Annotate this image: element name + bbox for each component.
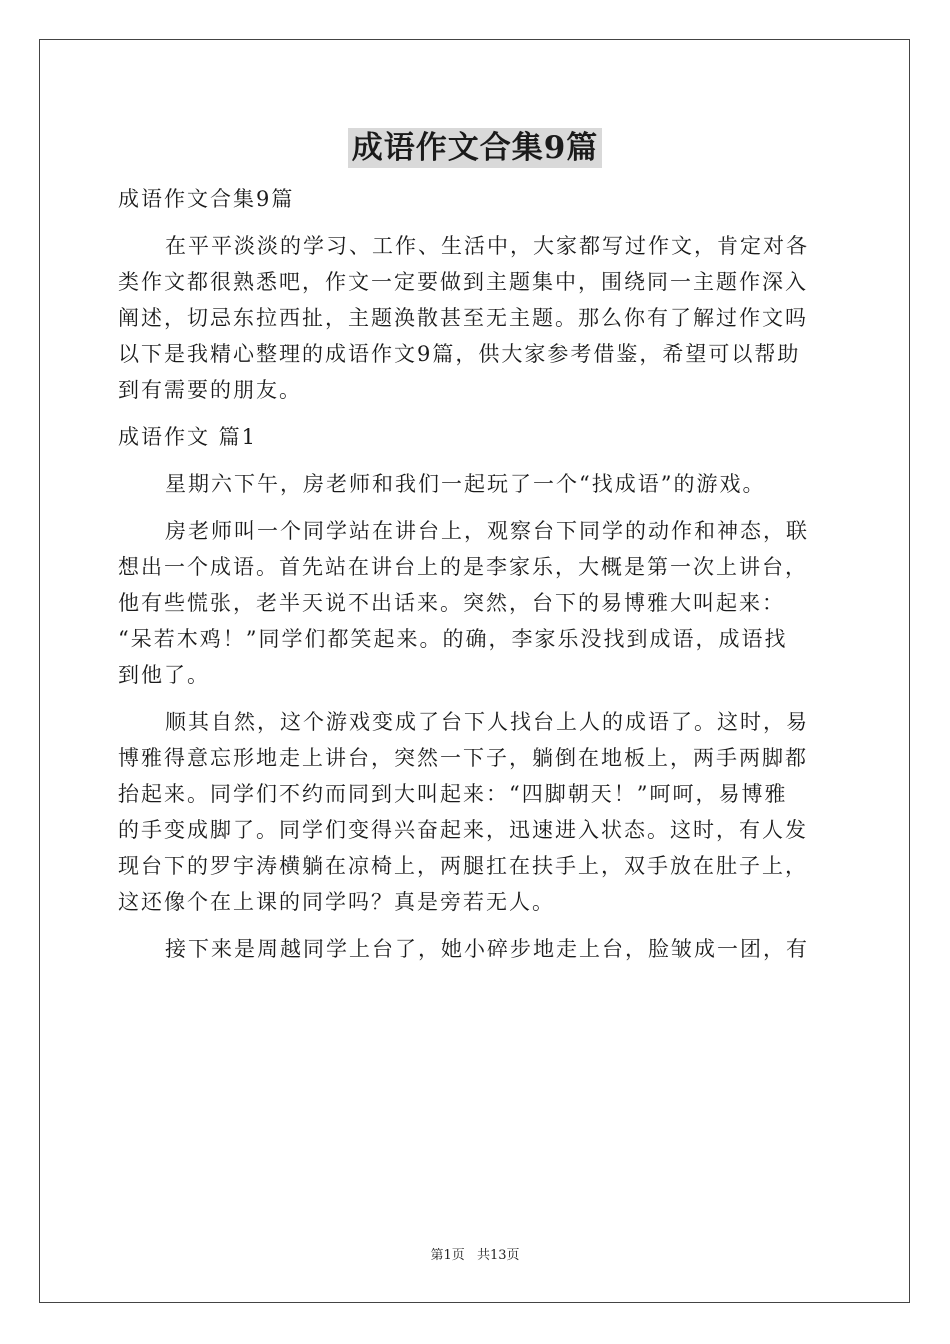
section-heading: 成语作文 篇1 [118,425,258,449]
paragraph-line: 他有些慌张，老半天说不出话来。突然，台下的易博雅大叫起来： [118,591,785,615]
document-body [118,181,836,967]
paragraph-line: 这还像个在上课的同学吗？真是旁若无人。 [118,890,555,914]
paragraph-line: 现台下的罗宇涛横躺在凉椅上，两腿扛在扶手上，双手放在肚子上， [118,854,808,878]
title-wrap [0,128,950,168]
paragraph-line: 接下来是周越同学上台了，她小碎步地走上台，脸皱成一团，有 [165,937,809,961]
paragraph-line: 顺其自然，这个游戏变成了台下人找台上人的成语了。这时，易 [165,710,809,734]
paragraph-line: 房老师叫一个同学站在讲台上，观察台下同学的动作和神态，联 [165,519,809,543]
intro-line: 阐述，切忌东拉西扯，主题涣散甚至无主题。那么你有了解过作文吗 [118,306,808,330]
paragraph-line: 想出一个成语。首先站在讲台上的是李家乐，大概是第一次上讲台， [118,555,808,579]
intro-line: 以下是我精心整理的成语作文9篇，供大家参考借鉴，希望可以帮助 [118,342,801,366]
intro-line: 类作文都很熟悉吧，作文一定要做到主题集中，围绕同一主题作深入 [118,270,808,294]
paragraph-line: 的手变成脚了。同学们变得兴奋起来，迅速进入状态。这时，有人发 [118,818,808,842]
page-footer [0,1247,950,1265]
page-total: 共13页 [476,1248,520,1263]
paragraph-line: 星期六下午，房老师和我们一起玩了一个“找成语”的游戏。 [165,472,766,496]
document-subtitle: 成语作文合集9篇 [118,187,295,211]
page-number: 第1页 [430,1248,465,1263]
document-title: 成语作文合集9篇 [348,128,603,168]
paragraph-line: 到他了。 [118,663,210,687]
intro-line: 到有需要的朋友。 [118,378,302,402]
paragraph-line: “呆若木鸡！”同学们都笑起来。的确，李家乐没找到成语，成语找 [118,627,788,651]
paragraph-line: 博雅得意忘形地走上讲台，突然一下子，躺倒在地板上，两手两脚都 [118,746,808,770]
intro-line: 在平平淡淡的学习、工作、生活中，大家都写过作文，肯定对各 [165,234,809,258]
paragraph-line: 抬起来。同学们不约而同到大叫起来：“四脚朝天！”呵呵，易博雅 [118,782,788,806]
